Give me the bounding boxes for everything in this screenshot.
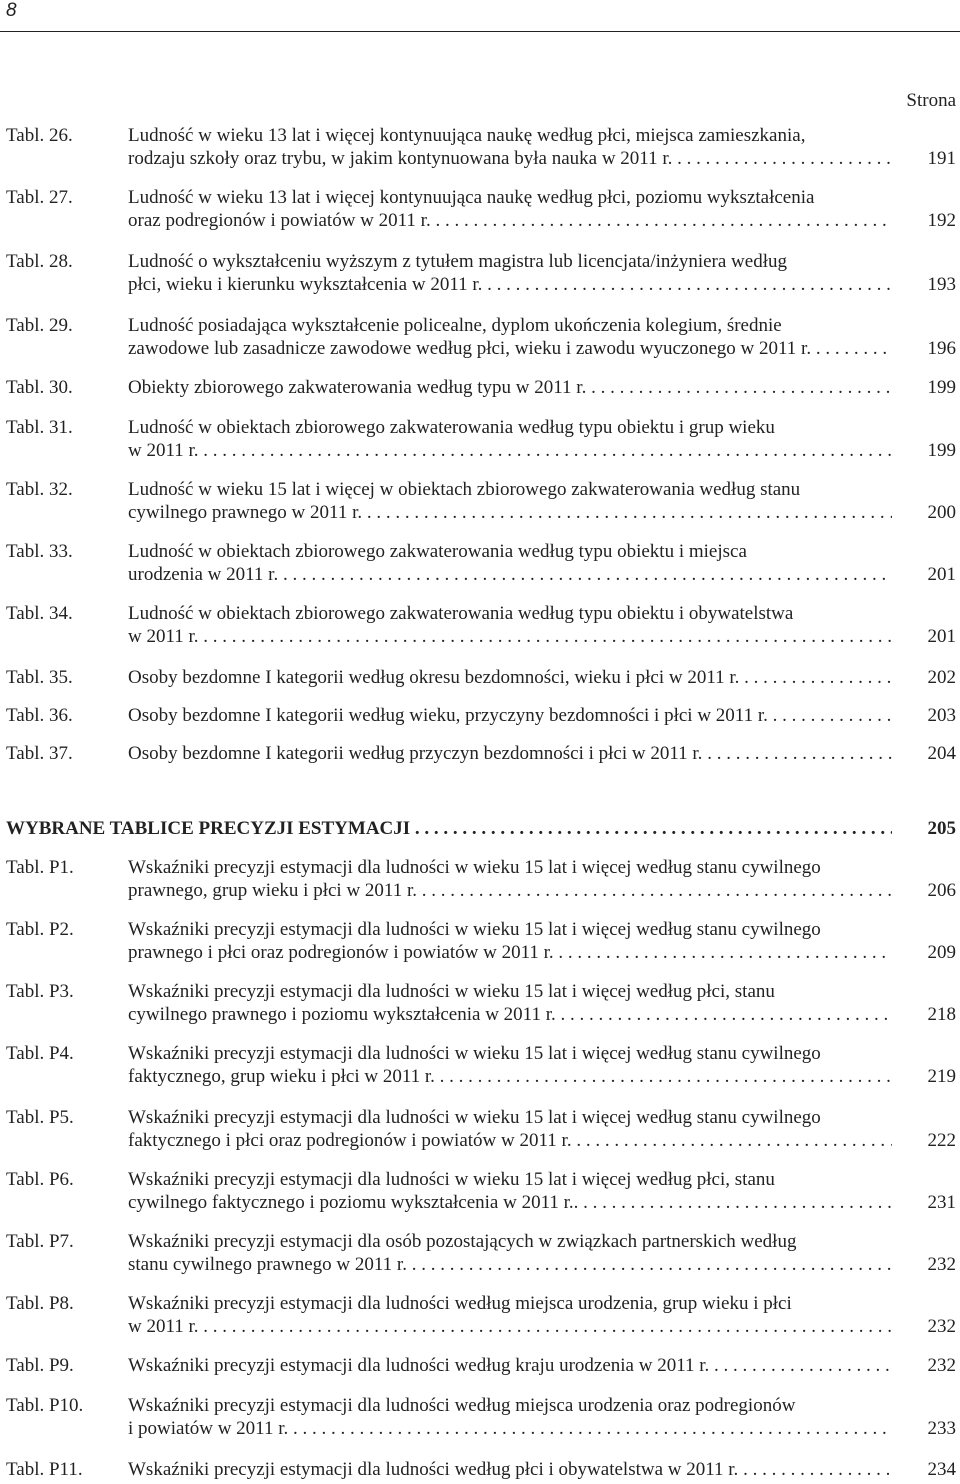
toc-entry-title: [128, 704, 892, 727]
toc-entry-page: 218: [927, 1004, 956, 1025]
toc-entry-page: 201: [927, 626, 956, 647]
toc-entry-page: 222: [927, 1130, 956, 1151]
toc-entry-title: [128, 376, 892, 399]
toc-entry-title: [128, 124, 892, 170]
page-column-header: Strona: [906, 90, 956, 111]
toc-entry-title-line: Wskaźniki precyzji estymacji dla ludności w wieku 15 lat i więcej według stanu cywilnego: [128, 919, 821, 940]
toc-entry-title-line: Wskaźniki precyzji estymacji dla ludności według płci i obywatelstwa w 2011 r. . . .: [128, 1458, 892, 1481]
toc-entry-title-line: Ludność w obiektach zbiorowego zakwaterowania według typu obiektu i miejsca: [128, 541, 747, 562]
toc-entry-title-line: Wskaźniki precyzji estymacji dla ludności według miejsca urodzenia, grup wieku i płci: [128, 1293, 792, 1314]
toc-entry-title-line: prawnego i płci oraz podregionów i powiatów w 2011 r. . . .: [128, 941, 892, 964]
toc-entry-title: [128, 314, 892, 360]
toc-entry-number: Tabl. P6.: [6, 1169, 74, 1190]
toc-entry-number: Tabl. P3.: [6, 981, 74, 1002]
toc-entry-page: 206: [927, 880, 956, 901]
toc-entry-title: [128, 1168, 892, 1214]
toc-entry-title: [128, 980, 892, 1026]
toc-entry-page: 234: [927, 1459, 956, 1480]
toc-entry-number: Tabl. P11.: [6, 1459, 83, 1480]
toc-entry-title-line: faktycznego, grup wieku i płci w 2011 r. . . .: [128, 1065, 892, 1088]
toc-entry-title-line: Osoby bezdomne I kategorii według przyczyn bezdomności i płci w 2011 r. . . .: [128, 742, 892, 765]
toc-entry-title: [128, 478, 892, 524]
toc-entry-number: Tabl. 31.: [6, 417, 73, 438]
toc-entry-title-line: Ludność posiadająca wykształcenie policealne, dyplom ukończenia kolegium, średnie: [128, 315, 782, 336]
toc-entry-page: 232: [927, 1254, 956, 1275]
toc-entry-title-line: i powiatów w 2011 r. . . .: [128, 1417, 892, 1440]
toc-entry-title-line: w 2011 r. . . .: [128, 1315, 892, 1338]
toc-entry-title-line: Wskaźniki precyzji estymacji dla ludności według kraju urodzenia w 2011 r. . . .: [128, 1354, 892, 1377]
toc-entry-number: Tabl. 35.: [6, 667, 73, 688]
toc-entry-title-line: Ludność w obiektach zbiorowego zakwaterowania według typu obiektu i grup wieku: [128, 417, 775, 438]
toc-entry-title: [128, 602, 892, 648]
toc-entry-title-line: prawnego, grup wieku i płci w 2011 r. . . .: [128, 879, 892, 902]
page-number: 8: [6, 0, 17, 21]
toc-entry-title-line: cywilnego prawnego w 2011 r. . . .: [128, 501, 892, 524]
toc-entry-title: [128, 1042, 892, 1088]
toc-entry-title: [128, 540, 892, 586]
toc-entry-number: Tabl. 30.: [6, 377, 73, 398]
toc-entry-number: Tabl. P1.: [6, 857, 74, 878]
toc-entry-title: [128, 1230, 892, 1276]
toc-entry-number: Tabl. 28.: [6, 251, 73, 272]
toc-entry-title-line: Osoby bezdomne I kategorii według okresu bezdomności, wieku i płci w 2011 r. . . .: [128, 666, 892, 689]
toc-entry-title: [128, 416, 892, 462]
toc-entry-title-line: Wskaźniki precyzji estymacji dla ludności w wieku 15 lat i więcej według stanu cywilnego: [128, 1043, 821, 1064]
toc-entry-title-line: oraz podregionów i powiatów w 2011 r. . . .: [128, 209, 892, 232]
toc-entry-title-line: Ludność o wykształceniu wyższym z tytułem magistra lub licencjata/inżyniera według: [128, 251, 787, 272]
toc-entry-title: [128, 1292, 892, 1338]
toc-entry-number: Tabl. P2.: [6, 919, 74, 940]
toc-entry-title-line: cywilnego prawnego i poziomu wykształcenia w 2011 r. . . .: [128, 1003, 892, 1026]
toc-entry-number: Tabl. P5.: [6, 1107, 74, 1128]
toc-entry-title-line: Wskaźniki precyzji estymacji dla osób pozostających w związkach partnerskich według: [128, 1231, 797, 1252]
toc-entry-title-line: Obiekty zbiorowego zakwaterowania według typu w 2011 r. . . .: [128, 376, 892, 399]
toc-entry-title: [128, 666, 892, 689]
toc-entry-page: 199: [927, 377, 956, 398]
toc-entry-title-line: Wskaźniki precyzji estymacji dla ludności według miejsca urodzenia oraz podregionów: [128, 1395, 796, 1416]
toc-entry-title-line: Osoby bezdomne I kategorii według wieku, przyczyny bezdomności i płci w 2011 r. . . .: [128, 704, 892, 727]
toc-entry-title-line: Wskaźniki precyzji estymacji dla ludności w wieku 15 lat i więcej według stanu cywilnego: [128, 1107, 821, 1128]
toc-entry-title: [128, 186, 892, 232]
toc-entry-title-line: urodzenia w 2011 r. . . .: [128, 563, 892, 586]
toc-entry-page: 203: [927, 705, 956, 726]
toc-entry-page: 193: [927, 274, 956, 295]
toc-entry-number: Tabl. 36.: [6, 705, 73, 726]
toc-entry-title: [128, 1458, 892, 1481]
toc-entry-number: Tabl. P9.: [6, 1355, 74, 1376]
toc-entry-page: 233: [927, 1418, 956, 1439]
toc-entry-page: 192: [927, 210, 956, 231]
toc-entry-title-line: w 2011 r. . . .: [128, 439, 892, 462]
toc-entry-page: 232: [927, 1355, 956, 1376]
toc-entry-title: [128, 918, 892, 964]
toc-entry-number: Tabl. P7.: [6, 1231, 74, 1252]
toc-entry-title-line: stanu cywilnego prawnego w 2011 r. . . .: [128, 1253, 892, 1276]
toc-entry-page: 202: [927, 667, 956, 688]
toc-entry-number: Tabl. 34.: [6, 603, 73, 624]
toc-entry-page: 232: [927, 1316, 956, 1337]
toc-entry-page: 199: [927, 440, 956, 461]
toc-entry-number: Tabl. 37.: [6, 743, 73, 764]
toc-entry-number: Tabl. 27.: [6, 187, 73, 208]
toc-entry-title: [128, 250, 892, 296]
toc-entry-title-line: faktycznego i płci oraz podregionów i powiatów w 2011 r. . . .: [128, 1129, 892, 1152]
toc-entry-page: 231: [927, 1192, 956, 1213]
toc-entry-title-line: zawodowe lub zasadnicze zawodowe według płci, wieku i zawodu wyuczonego w 2011 r. . . .: [128, 337, 892, 360]
toc-entry-title-line: Ludność w obiektach zbiorowego zakwaterowania według typu obiektu i obywatelstwa: [128, 603, 794, 624]
toc-entry-title-line: Ludność w wieku 13 lat i więcej kontynuująca naukę według płci, poziomu wykształcenia: [128, 187, 815, 208]
toc-entry-page: 200: [927, 502, 956, 523]
toc-entry-title-line: cywilnego faktycznego i poziomu wykształcenia w 2011 r.. . . .: [128, 1191, 892, 1214]
toc-entry-title-line: w 2011 r. . . .: [128, 625, 892, 648]
toc-entry-title-line: Ludność w wieku 15 lat i więcej w obiektach zbiorowego zakwaterowania według stanu: [128, 479, 801, 500]
toc-entry-title-line: Ludność w wieku 13 lat i więcej kontynuująca naukę według płci, miejsca zamieszkania,: [128, 125, 806, 146]
toc-entry-title: [128, 856, 892, 902]
toc-entry-page: 219: [927, 1066, 956, 1087]
toc-entry-title-line: Wskaźniki precyzji estymacji dla ludności w wieku 15 lat i więcej według płci, stanu: [128, 981, 775, 1002]
toc-entry-page: 201: [927, 564, 956, 585]
toc-entry-number: Tabl. P8.: [6, 1293, 74, 1314]
toc-entry-title: [128, 1354, 892, 1377]
toc-entry-number: Tabl. 32.: [6, 479, 73, 500]
toc-entry-number: Tabl. 26.: [6, 125, 73, 146]
section-page: 205: [927, 818, 956, 839]
toc-entry-title: [128, 1106, 892, 1152]
toc-entry-number: Tabl. 29.: [6, 315, 73, 336]
toc-entry-number: Tabl. 33.: [6, 541, 73, 562]
toc-entry-title-line: Wskaźniki precyzji estymacji dla ludności w wieku 15 lat i więcej według stanu cywilnego: [128, 857, 821, 878]
toc-entry-page: 191: [927, 148, 956, 169]
toc-entry-number: Tabl. P4.: [6, 1043, 74, 1064]
toc-entry-title: [128, 742, 892, 765]
toc-entry-page: 196: [927, 338, 956, 359]
toc-entry-page: 209: [927, 942, 956, 963]
toc-entry-title-line: rodzaju szkoły oraz trybu, w jakim kontynuowana była nauka w 2011 r. . . .: [128, 147, 892, 170]
section-heading[interactable]: WYBRANE TABLICE PRECYZJI ESTYMACJI . . .: [6, 818, 892, 840]
toc-entry-page: 204: [927, 743, 956, 764]
toc-entry-title-line: Wskaźniki precyzji estymacji dla ludności w wieku 15 lat i więcej według płci, stanu: [128, 1169, 775, 1190]
toc-entry-title-line: płci, wieku i kierunku wykształcenia w 2011 r. . . .: [128, 273, 892, 296]
toc-entry-title: [128, 1394, 892, 1440]
toc-entry-number: Tabl. P10.: [6, 1395, 84, 1416]
header-rule: [0, 31, 960, 32]
